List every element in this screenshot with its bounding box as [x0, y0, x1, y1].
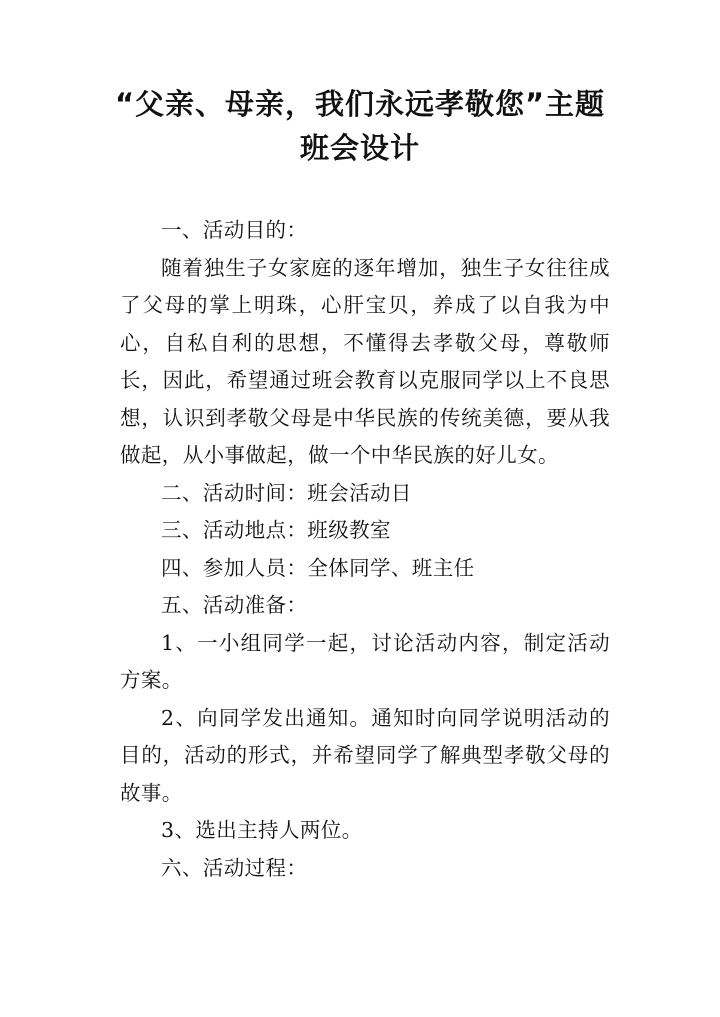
section-heading-purpose: 一、活动目的： — [161, 218, 308, 242]
purpose-paragraph: 随着独生子女家庭的逐年增加，独生子女往往成了父母的掌上明珠，心肝宝贝，养成了以自我为中心，自私自利的思想，不懂得去孝敬父母，尊敬师长，因此，希望通过班会教育以克服同学以上不良思想，认识到孝敬父母是中华民族的传统美德，要从我做起，从小事做起，做一个中华民族的好儿女。 — [120, 255, 610, 467]
section-heading-process: 六、活动过程： — [161, 855, 308, 880]
section-heading-time: 二、活动时间：班会活动日 — [161, 480, 412, 505]
document-title: “父亲、母亲，我们永远孝敬您”主题班会设计 — [114, 87, 606, 165]
preparation-item-1: 1、一小组同学一起，讨论活动内容，制定活动方案。 — [120, 630, 610, 692]
document-body — [120, 212, 610, 887]
section-heading-preparation: 五、活动准备： — [161, 593, 308, 617]
section-heading-location: 三、活动地点：班级教室 — [161, 518, 391, 542]
preparation-item-2: 2、向同学发出通知。通知时向同学说明活动的目的，活动的形式，并希望同学了解典型孝敬父母的故事。 — [120, 705, 610, 805]
section-heading-participants: 四、参加人员：全体同学、班主任 — [161, 555, 475, 580]
preparation-item-3: 3、选出主持人两位。 — [161, 818, 363, 842]
